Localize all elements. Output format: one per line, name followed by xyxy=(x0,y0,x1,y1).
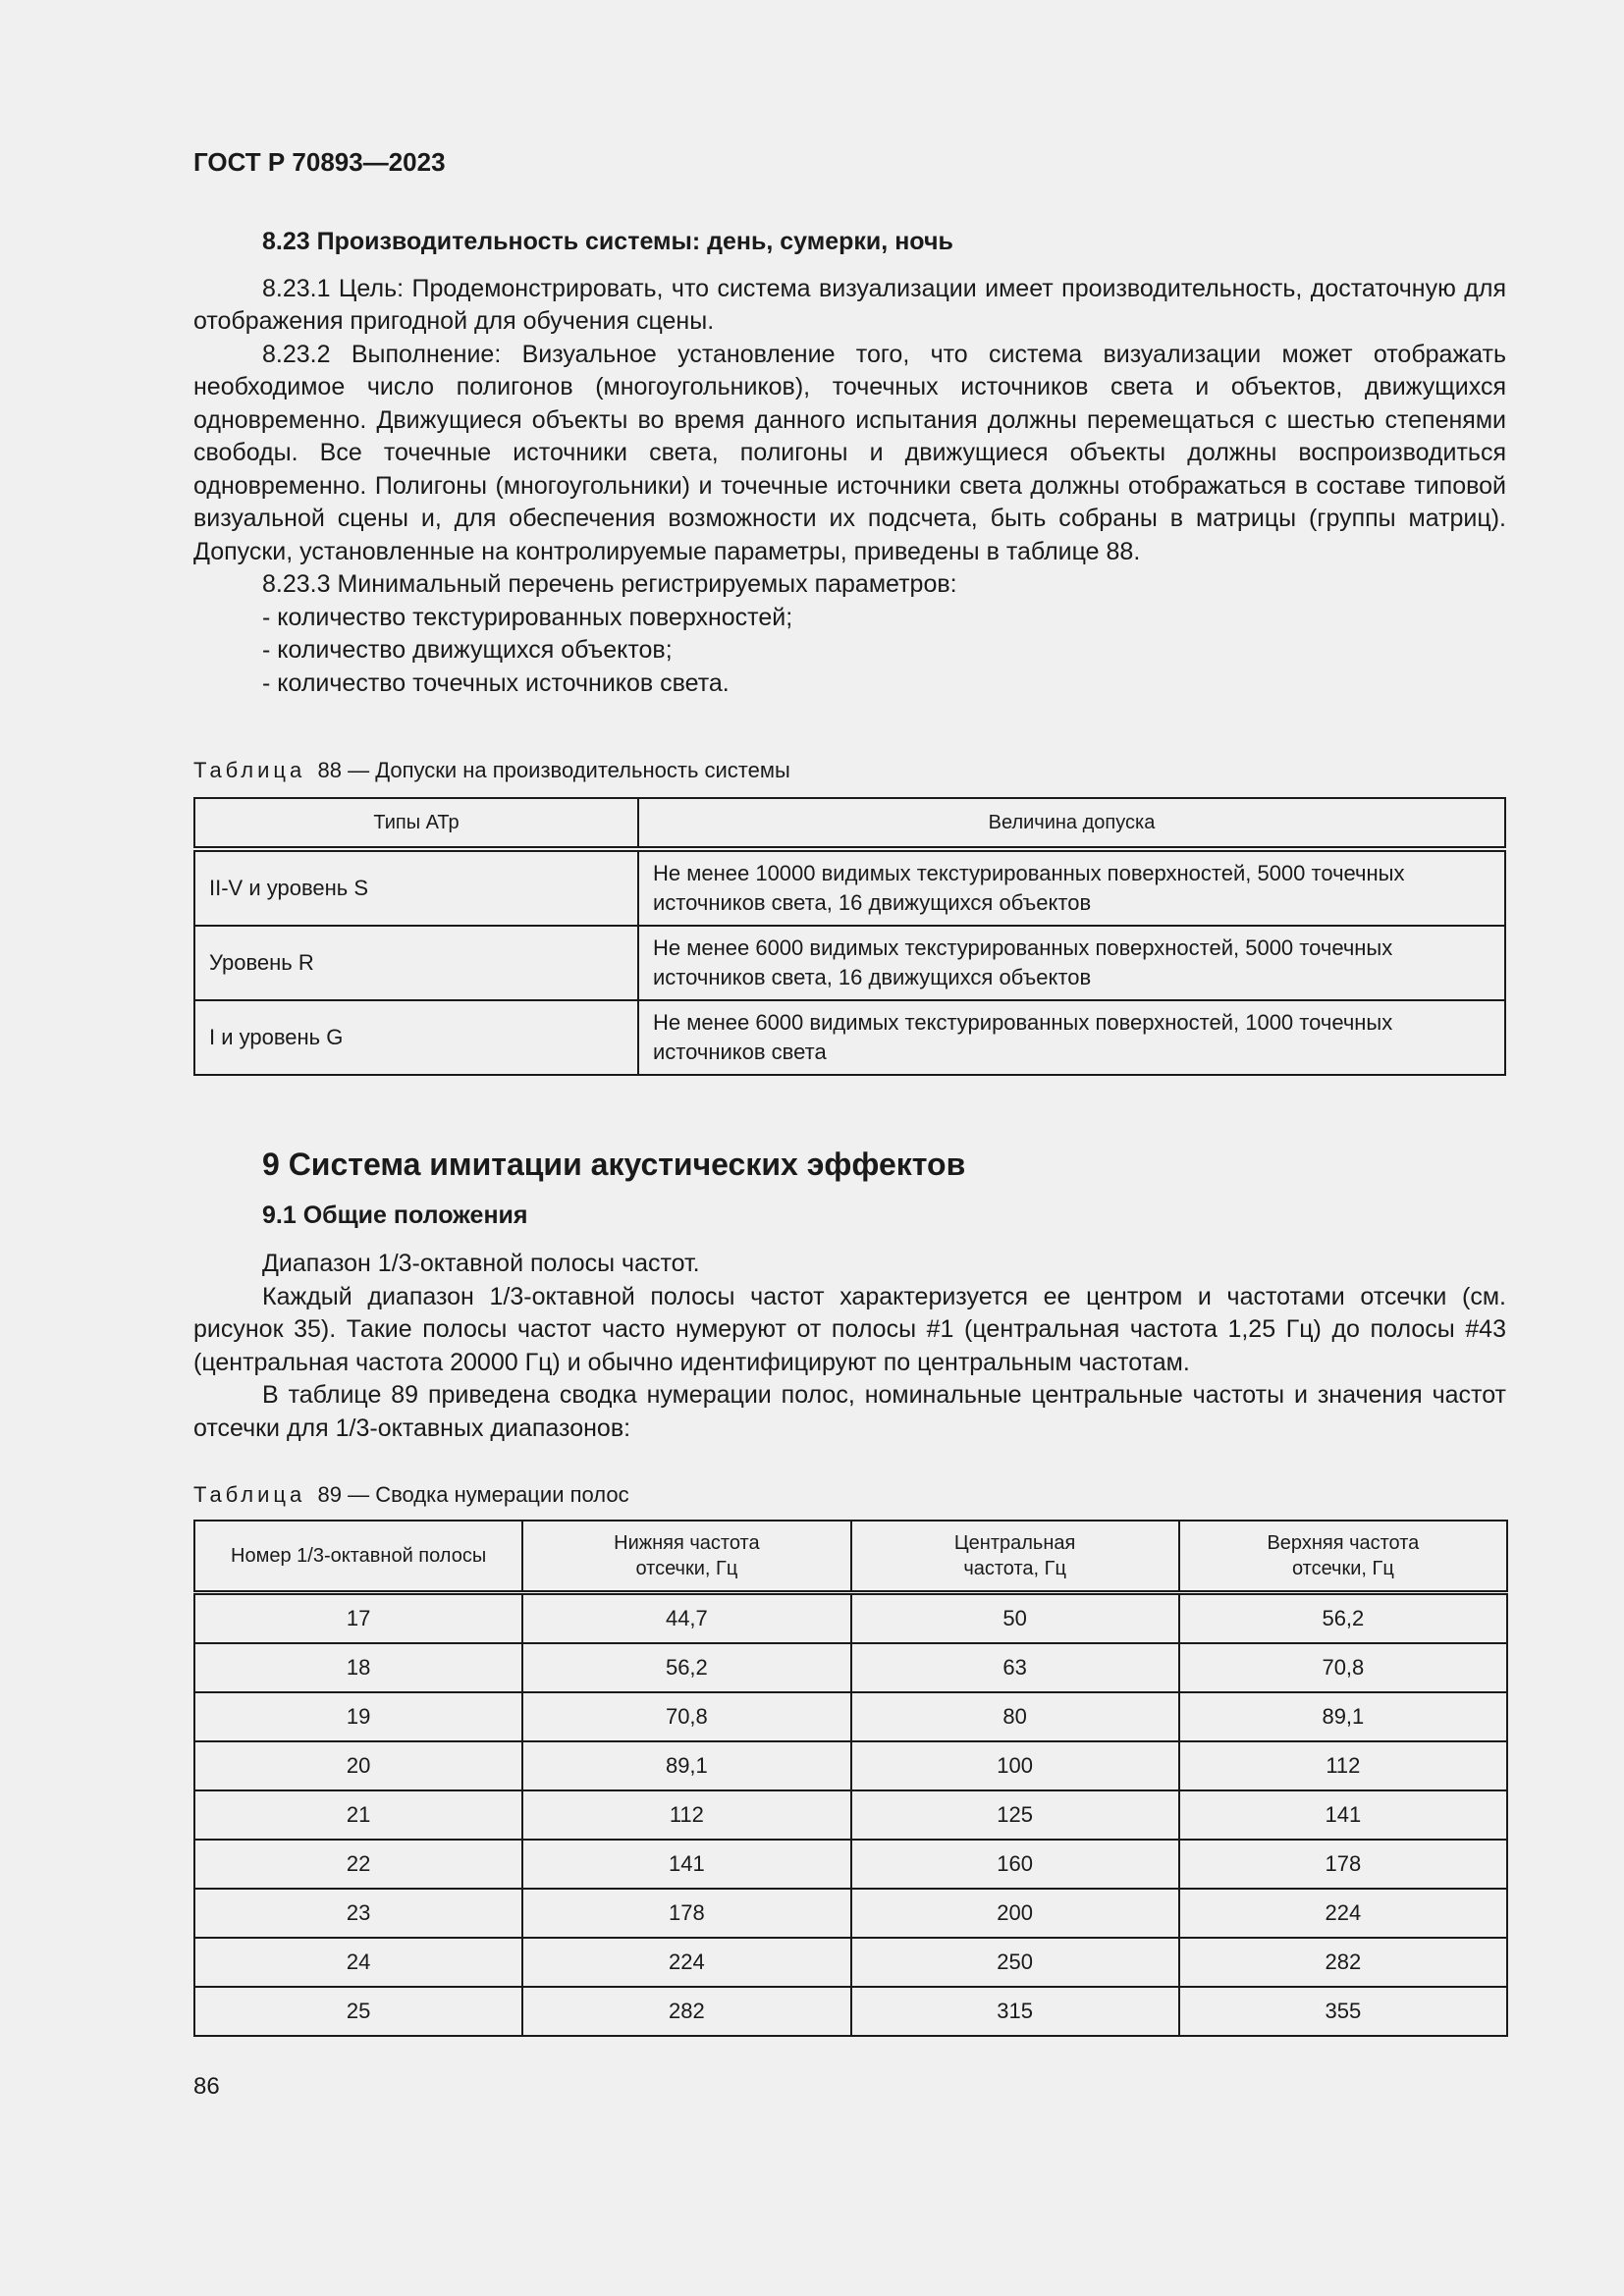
cell: 282 xyxy=(522,1987,850,2036)
cell: 44,7 xyxy=(522,1593,850,1644)
cell: 89,1 xyxy=(522,1741,850,1790)
cell: 125 xyxy=(851,1790,1179,1840)
table-row xyxy=(194,926,1505,1000)
cell: 24 xyxy=(194,1938,522,1987)
cell: 112 xyxy=(1179,1741,1507,1790)
cell: 56,2 xyxy=(1179,1593,1507,1644)
cell: 21 xyxy=(194,1790,522,1840)
table-row xyxy=(194,1790,1507,1840)
cell: 250 xyxy=(851,1938,1179,1987)
paragraph: В таблице 89 приведена сводка нумерации полос, номинальные центральные частоты и значения частот отсечки для 1/3-октавных диапазонов: xyxy=(193,1381,1506,1442)
cell: 178 xyxy=(522,1889,850,1938)
column-header: Номер 1/3-октавной полосы xyxy=(194,1521,522,1593)
list-item: - количество движущихся объектов; xyxy=(262,636,673,664)
cell: 100 xyxy=(851,1741,1179,1790)
table-89-caption xyxy=(193,1478,1506,1512)
cell: 50 xyxy=(851,1593,1179,1644)
paragraph: Диапазон 1/3-октавной полосы частот. xyxy=(262,1250,700,1277)
cell: 25 xyxy=(194,1987,522,2036)
cell: 20 xyxy=(194,1741,522,1790)
column-header: Верхняя частота отсечки, Гц xyxy=(1179,1521,1507,1593)
section-8-23 xyxy=(193,226,1506,700)
table-row xyxy=(194,1643,1507,1692)
column-header: Нижняя частота отсечки, Гц xyxy=(522,1521,850,1593)
column-header: Величина допуска xyxy=(638,798,1505,849)
table-row xyxy=(194,1889,1507,1938)
section-heading: 9.1 Общие положения xyxy=(262,1201,528,1229)
cell: 63 xyxy=(851,1643,1179,1692)
paragraph: 8.23.2 Выполнение: Визуальное установление того, что система визуализации может отображать необходимое число полигонов (многоугольников), точечных источников света и объектов, движущихся одновременно. Движущиеся объекты во время данного испытания должны перемещаться с шестью степенями свободы. Все точечные источники света, полигоны и движущиеся объекты должны воспроизводиться одновременно. Полигоны (многоугольники) и точечные источники света должны отображаться в составе типовой визуальной сцены и, для обеспечения возможности их подсчета, быть собраны в матрицы (группы матриц). Допуски, установленные на контролируемые параметры, приведены в таблице 88. xyxy=(193,340,1506,565)
cell: Уровень R xyxy=(194,926,638,1000)
cell: 224 xyxy=(1179,1889,1507,1938)
table-row xyxy=(194,1741,1507,1790)
paragraph: 8.23.1 Цель: Продемонстрировать, что система визуализации имеет производительность, достаточную для отображения пригодной для обучения сцены. xyxy=(193,274,1506,335)
paragraph: 8.23.3 Минимальный перечень регистрируемых параметров: xyxy=(262,570,957,598)
cell: 355 xyxy=(1179,1987,1507,2036)
table-row xyxy=(194,1938,1507,1987)
column-header: Типы АТр xyxy=(194,798,638,849)
cell: 200 xyxy=(851,1889,1179,1938)
table-row xyxy=(194,1840,1507,1889)
table-header-row xyxy=(194,1521,1507,1593)
cell: I и уровень G xyxy=(194,1000,638,1075)
table-88 xyxy=(193,797,1506,1076)
table-row xyxy=(194,849,1505,926)
cell: 141 xyxy=(522,1840,850,1889)
caption-label: Таблица xyxy=(193,1482,306,1507)
chapter-heading: 9 Система имитации акустических эффектов xyxy=(262,1147,966,1182)
paragraph: Каждый диапазон 1/3-октавной полосы частот характеризуется ее центром и частотами отсечки (см. рисунок 35). Такие полосы частот часто нумеруют от полосы #1 (центральная частота 1,25 Гц) до полосы #43 (центральная частота 20000 Гц) и обычно идентифицируют по центральным частотам. xyxy=(193,1282,1506,1376)
table-89 xyxy=(193,1520,1508,2037)
cell: 70,8 xyxy=(1179,1643,1507,1692)
cell: 18 xyxy=(194,1643,522,1692)
table-row xyxy=(194,1692,1507,1741)
cell: Не менее 6000 видимых текстурированных поверхностей, 1000 точечных источников света xyxy=(638,1000,1505,1075)
page-number: 86 xyxy=(193,2073,220,2100)
cell: 70,8 xyxy=(522,1692,850,1741)
caption-text: 88 — Допуски на производительность системы xyxy=(317,758,790,782)
section-9 xyxy=(193,1148,1506,1445)
cell: 224 xyxy=(522,1938,850,1987)
cell: II-V и уровень S xyxy=(194,849,638,926)
list-item: - количество точечных источников света. xyxy=(262,668,730,697)
cell: 89,1 xyxy=(1179,1692,1507,1741)
cell: Не менее 10000 видимых текстурированных поверхностей, 5000 точечных источников света, 16 движущихся объектов xyxy=(638,849,1505,926)
table-header-row xyxy=(194,798,1505,849)
table-row xyxy=(194,1987,1507,2036)
cell: 22 xyxy=(194,1840,522,1889)
cell: 160 xyxy=(851,1840,1179,1889)
document-id: ГОСТ Р 70893—2023 xyxy=(193,147,446,177)
cell: 23 xyxy=(194,1889,522,1938)
caption-text: 89 — Сводка нумерации полос xyxy=(317,1482,629,1507)
cell: 19 xyxy=(194,1692,522,1741)
cell: 141 xyxy=(1179,1790,1507,1840)
cell: 112 xyxy=(522,1790,850,1840)
table-88-caption xyxy=(193,754,1506,787)
column-header: Центральная частота, Гц xyxy=(851,1521,1179,1593)
cell: 56,2 xyxy=(522,1643,850,1692)
section-heading: 8.23 Производительность системы: день, сумерки, ночь xyxy=(262,228,953,255)
cell: 178 xyxy=(1179,1840,1507,1889)
cell: 282 xyxy=(1179,1938,1507,1987)
cell: Не менее 6000 видимых текстурированных поверхностей, 5000 точечных источников света, 16 движущихся объектов xyxy=(638,926,1505,1000)
table-row xyxy=(194,1593,1507,1644)
cell: 315 xyxy=(851,1987,1179,2036)
caption-label: Таблица xyxy=(193,758,306,782)
cell: 17 xyxy=(194,1593,522,1644)
list-item: - количество текстурированных поверхностей; xyxy=(262,603,793,631)
cell: 80 xyxy=(851,1692,1179,1741)
table-row xyxy=(194,1000,1505,1075)
